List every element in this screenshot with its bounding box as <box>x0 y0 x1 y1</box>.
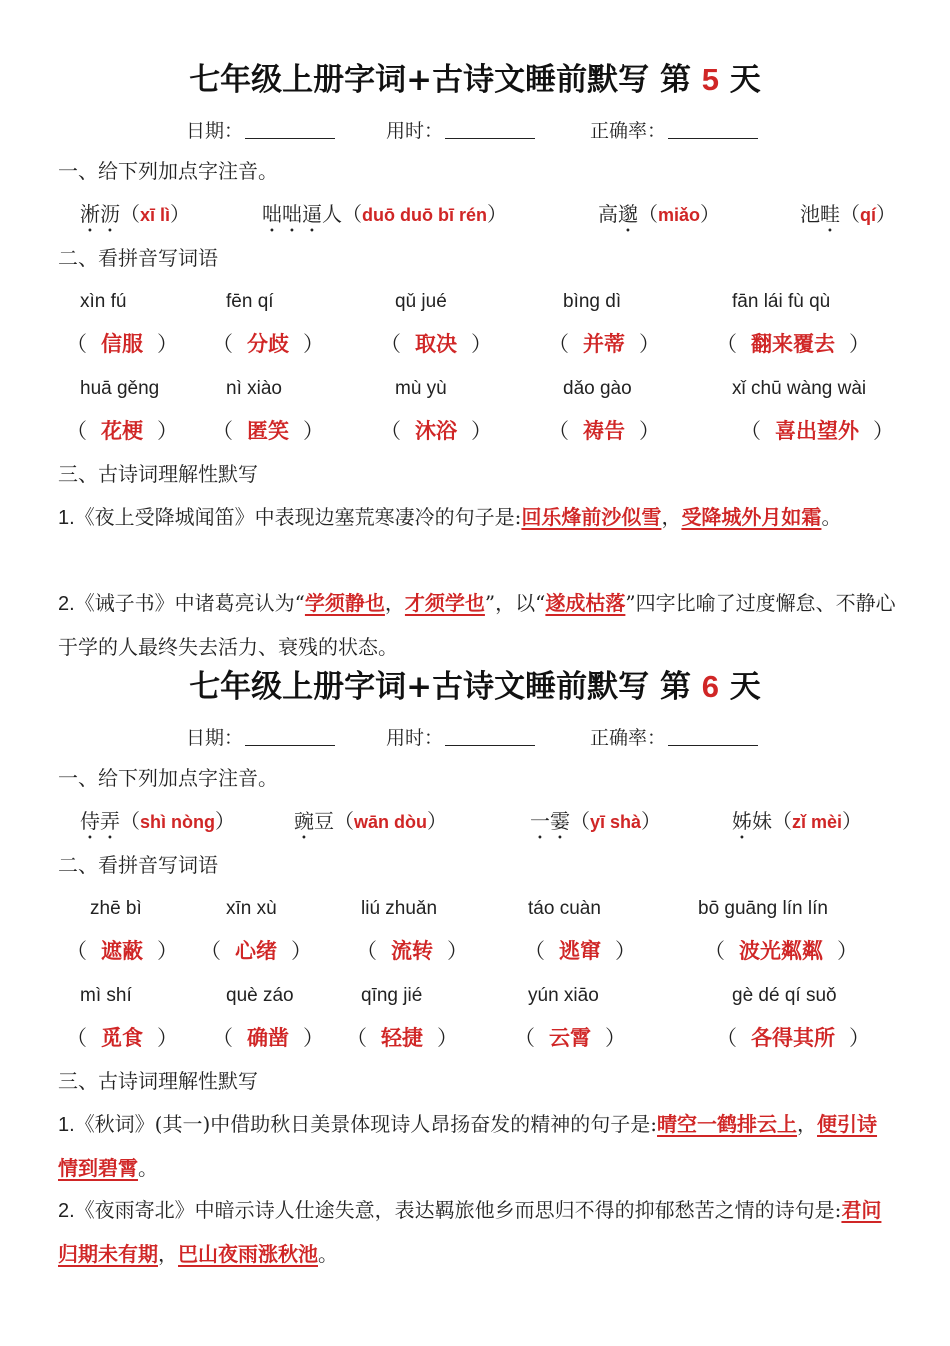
answer-item: （ 各得其所 ） <box>716 1025 870 1050</box>
date-field: 日期： <box>186 116 335 146</box>
answer-row <box>0 414 950 448</box>
part-1-heading: 一、给下列加点字注音。 <box>58 766 278 790</box>
pinyin-item: mù yù <box>395 378 447 399</box>
pinyin-item: gè dé qí suǒ <box>732 985 837 1006</box>
answer-blank: 回乐烽前沙似雪 <box>521 505 662 529</box>
part-1-heading: 一、给下列加点字注音。 <box>58 159 278 183</box>
pinyin-item: nì xiào <box>226 378 282 399</box>
answer-item: （ 轻捷 ） <box>346 1025 458 1050</box>
phonetic-item: 池畦（qí） <box>800 202 896 226</box>
answer-row <box>0 934 950 968</box>
date-blank <box>245 118 335 139</box>
time-blank <box>445 118 535 139</box>
phonetic-item: 侍弄（shì nòng） <box>80 809 235 833</box>
answer-item: （ 波光粼粼 ） <box>704 938 858 963</box>
answer-item: （ 觅食 ） <box>66 1025 178 1050</box>
part-2-heading: 二、看拼音写词语 <box>58 246 218 270</box>
pinyin-item: dǎo gào <box>563 378 632 399</box>
pinyin-item: fēn qí <box>226 291 274 312</box>
answer-item: （ 云霄 ） <box>514 1025 626 1050</box>
answer-blank: 才须学也 <box>404 591 485 615</box>
answer-item: （ 匿笑 ） <box>212 418 324 443</box>
answer-item: （ 逃窜 ） <box>524 938 636 963</box>
pinyin-item: yún xiāo <box>528 985 599 1006</box>
question-2: 2.《诫子书》中诸葛亮认为“学须静也，才须学也”，以“遂成枯落”四字比喻了过度懈怠、不静心于学的人最终失去活力、衰残的状态。 <box>58 591 896 659</box>
answer-item: （ 祷告 ） <box>548 418 660 443</box>
pinyin-row <box>0 981 950 1011</box>
accuracy-field: 正确率： <box>590 116 758 146</box>
meta-line <box>0 116 950 146</box>
phonetic-item: 淅沥（xī lì） <box>80 202 191 226</box>
phonetic-row <box>0 803 950 839</box>
pinyin-item: fān lái fù qù <box>732 291 831 312</box>
phonetic-item: 豌豆（wān dòu） <box>294 809 447 833</box>
answer-item: （ 心绪 ） <box>200 938 312 963</box>
answer-item: （ 确凿 ） <box>212 1025 324 1050</box>
time-blank <box>445 725 535 746</box>
answer-blank: 晴空一鹤排云上 <box>657 1112 798 1136</box>
answer-blank: 君问归期未有期 <box>58 1198 882 1266</box>
question-1: 1.《秋词》(其一)中借助秋日美景体现诗人昂扬奋发的精神的句子是:晴空一鹤排云上，便引诗情到碧霄。 <box>58 1112 878 1180</box>
part-3-heading: 三、古诗词理解性默写 <box>58 1069 258 1093</box>
pinyin-item: qīng jié <box>361 985 423 1006</box>
answer-item: （ 信服 ） <box>66 331 178 356</box>
pinyin-item: huā gěng <box>80 378 160 399</box>
answer-item: （ 取决 ） <box>380 331 492 356</box>
accuracy-blank <box>668 118 758 139</box>
phonetic-item: 高邈（miǎo） <box>598 202 721 226</box>
pinyin-item: xīn xù <box>226 898 277 919</box>
date-blank <box>245 725 335 746</box>
question-1: 1.《夜上受降城闻笛》中表现边塞荒寒凄冷的句子是:回乐烽前沙似雪，受降城外月如霜。 <box>58 505 842 529</box>
answer-item: （ 分歧 ） <box>212 331 324 356</box>
accuracy-blank <box>668 725 758 746</box>
time-field: 用时： <box>386 723 535 753</box>
worksheet-title: 七年级上册字词+古诗文睡前默写 第 6 天 <box>189 669 761 705</box>
pinyin-item: liú zhuǎn <box>361 898 438 919</box>
answer-blank: 受降城外月如霜 <box>681 505 822 529</box>
answer-blank: 学须静也 <box>304 591 385 615</box>
meta-line <box>0 723 950 753</box>
pinyin-item: zhē bì <box>90 898 142 919</box>
answer-row <box>0 1021 950 1055</box>
pinyin-row <box>0 287 950 317</box>
pinyin-item: què záo <box>226 985 294 1006</box>
answer-item: （ 翻来覆去 ） <box>716 331 870 356</box>
pinyin-item: bìng dì <box>563 291 622 312</box>
answer-item: （ 流转 ） <box>356 938 468 963</box>
question-2: 2.《夜雨寄北》中暗示诗人仕途失意，表达羁旅他乡而思归不得的抑郁愁苦之情的诗句是:君问归期未有期，巴山夜雨涨秋池。 <box>58 1198 882 1266</box>
accuracy-field: 正确率： <box>590 723 758 753</box>
answer-item: （ 并蒂 ） <box>548 331 660 356</box>
pinyin-item: bō guāng lín lín <box>698 898 828 919</box>
phonetic-item: 姊妹（zǐ mèi） <box>732 809 863 833</box>
part-3-heading: 三、古诗词理解性默写 <box>58 462 258 486</box>
pinyin-item: xìn fú <box>80 291 127 312</box>
worksheet-title: 七年级上册字词+古诗文睡前默写 第 5 天 <box>189 62 761 98</box>
day-number: 6 <box>701 669 719 704</box>
phonetic-item: 咄咄逼人（duō duō bī rén） <box>262 202 507 226</box>
pinyin-row <box>0 894 950 924</box>
answer-row <box>0 327 950 361</box>
phonetic-row <box>0 196 950 232</box>
phonetic-item: 一霎（yī shà） <box>530 809 662 833</box>
day-number: 5 <box>701 62 719 97</box>
pinyin-item: xǐ chū wàng wài <box>732 378 867 399</box>
time-field: 用时： <box>386 116 535 146</box>
answer-item: （ 遮蔽 ） <box>66 938 178 963</box>
pinyin-item: mì shí <box>80 985 132 1006</box>
pinyin-item: táo cuàn <box>528 898 601 919</box>
answer-blank: 巴山夜雨涨秋池 <box>178 1242 318 1266</box>
part-2-heading: 二、看拼音写词语 <box>58 853 218 877</box>
pinyin-row <box>0 374 950 404</box>
answer-item: （ 喜出望外 ） <box>740 418 894 443</box>
date-field: 日期： <box>186 723 335 753</box>
pinyin-item: qǔ jué <box>395 291 447 312</box>
answer-blank: 遂成枯落 <box>545 591 626 615</box>
answer-blank: 便引诗情到碧霄 <box>58 1112 878 1180</box>
answer-item: （ 沐浴 ） <box>380 418 492 443</box>
answer-item: （ 花梗 ） <box>66 418 178 443</box>
